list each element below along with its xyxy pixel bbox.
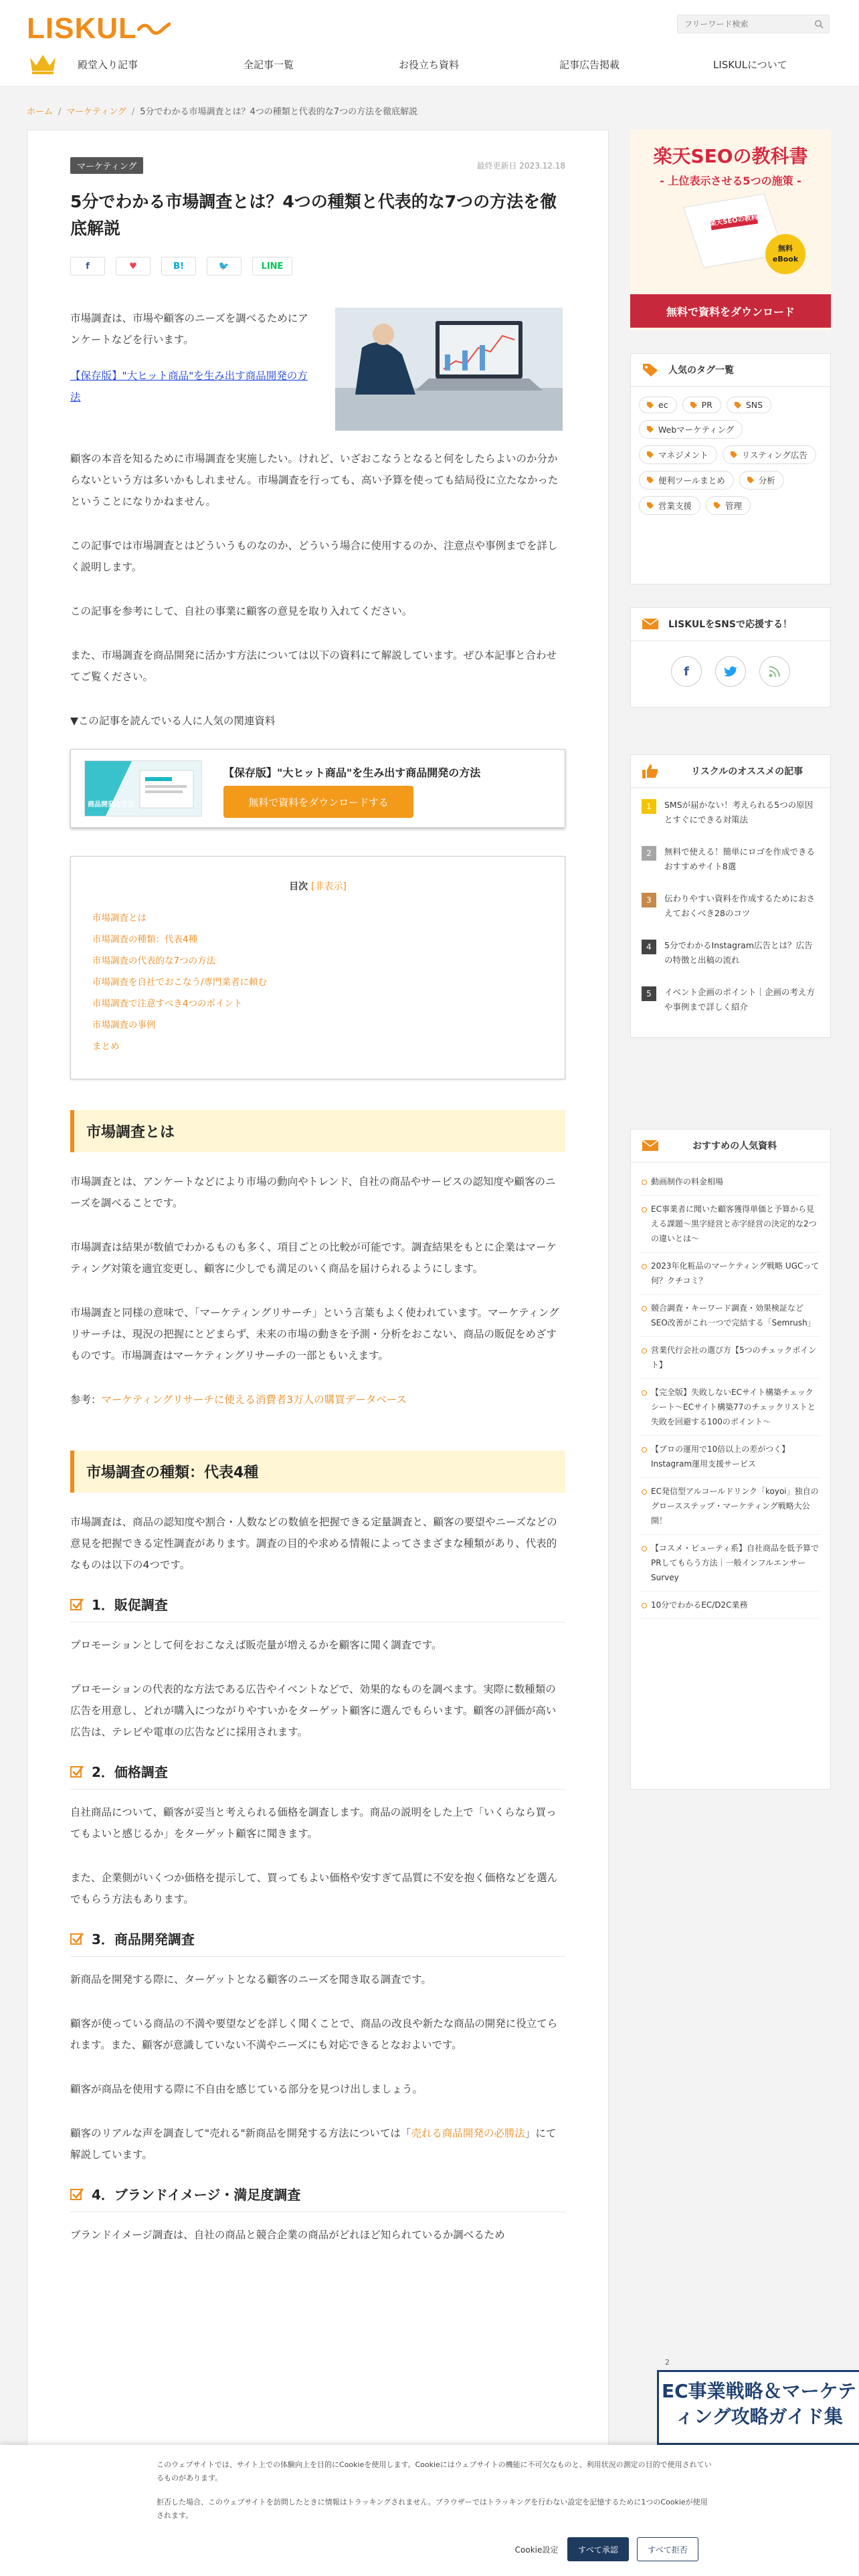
nav-all-articles[interactable]: 全記事一覧	[244, 59, 294, 71]
rank-number: 1	[642, 799, 656, 814]
popular-resources-widget: おすすめの人気資料 動画制作の料金相場 EC事業者に聞いた顧客獲得単価と予算から見える課題〜黒字経営と赤字経営の決定的な2つの違いとは〜 2023年化粧品のマーケティング戦略 UGCって何？クチコミ？ 競合調査・キーワード調査・効果検証などSEO改善がこれ一つで完結する「Semrush」 営業代行会社の選び方【5つのチェックポイント】 【完全版】失敗しないECサイト構築チェックシート〜ECサイト構築77のチェックリストと失敗を回避する100のポイント〜 【プロの運用で10倍以上の差がつく】Instagram運用支援サービス EC発信型アルコールドリンク「koyoi」独自のグロースステップ・マーケティング戦略大公開！ 【コスメ・ビューティ系】自社商品を低予算でPRしてもらう方法｜一般インフルエンサーSurvey 10分でわかるEC/D2C業務	[630, 1129, 831, 1790]
updated-date: 最終更新日 2023.12.18	[476, 161, 565, 171]
tag-icon	[713, 502, 721, 510]
resource-list-item[interactable]: 競合調査・キーワード調査・効果検証などSEO改善がこれ一つで完結する「Semrush」	[642, 1295, 820, 1337]
tag-chip[interactable]: Webマーケティング	[639, 420, 743, 439]
twitter-share-button[interactable]: 🐦	[207, 257, 242, 276]
tag-chip[interactable]: 便利ツールまとめ	[639, 471, 734, 490]
reference-link[interactable]: マーケティングリサーチに使える消費者3万人の購買データベース	[101, 1394, 407, 1406]
tag-chip[interactable]: リスティング広告	[723, 445, 816, 464]
checkbox-icon	[70, 2187, 84, 2201]
tag-chip[interactable]: マネジメント	[639, 445, 717, 464]
ranking-item[interactable]	[631, 929, 830, 976]
ranking-item[interactable]	[631, 976, 830, 1023]
ad-subtitle: - 上位表示させる5つの施策 -	[660, 175, 801, 187]
paragraph: また、市場調査を商品開発に活かす方法については以下の資料にて解説しています。ぜひ本記事と合わせてご覧ください。	[70, 649, 557, 683]
nav-hall-of-fame[interactable]: 殿堂入り記事	[78, 59, 138, 71]
tag-icon	[646, 401, 654, 409]
paragraph: この記事では市場調査とはどういうものなのか、どういう場合に使用するのか、注意点や事例までを詳しく説明します。	[70, 540, 558, 573]
toc-item[interactable]: 市場調査の種類：代表4種	[92, 934, 198, 945]
resource-thumbnail	[84, 760, 202, 817]
site-header	[0, 0, 859, 86]
ranking-item-title: SMSが届かない！考えられる5つの原因とすぐにできる対策法	[664, 800, 814, 825]
floating-ad-text: EC事業戦略＆マーケティング攻略ガイド集	[661, 2380, 857, 2428]
resource-list-item[interactable]: 動画制作の料金相場	[642, 1168, 820, 1196]
tag-icon	[646, 425, 654, 433]
tag-chip[interactable]: SNS	[727, 397, 771, 413]
toc-item[interactable]: 市場調査の事例	[92, 1020, 156, 1031]
tag-icon	[646, 476, 654, 484]
resource-list-item[interactable]: 営業代行会社の選び方【5つのチェックポイント】	[642, 1337, 820, 1379]
rank-number: 3	[642, 893, 656, 907]
ad-download-button[interactable]: 無料で資料をダウンロード	[630, 294, 831, 328]
resource-list-item[interactable]: 【コスメ・ビューティ系】自社商品を低予算でPRしてもらう方法｜一般インフルエンサーSurvey	[642, 1535, 820, 1592]
cookie-settings-button[interactable]: Cookie設定	[514, 2545, 559, 2555]
resource-list-item[interactable]: 【プロの運用で10倍以上の差がつく】Instagram運用支援サービス	[642, 1436, 820, 1478]
paragraph: 顧客の本音を知るために市場調査を実施したい。けれど、いざおこなうとなると何をしたらよいのか分からないという方は多いかもしれません。市場調査を行っても、高い予算を使っても結局役に立たなかったということになりかねません。	[70, 453, 559, 508]
subsection-heading: 2．価格調査	[70, 1761, 565, 1790]
ebook-cover-text: 楽天SEOの教科書	[708, 213, 765, 228]
facebook-follow-icon[interactable]: f	[671, 656, 702, 687]
rank-number: 5	[642, 986, 656, 1001]
tag-icon	[730, 451, 738, 459]
paragraph: 顧客が商品を使用する際に不自由を感じている部分を見つけ出しましょう。	[70, 2083, 423, 2095]
hero-image	[335, 308, 563, 431]
floating-ad-counter: 2	[665, 2358, 670, 2367]
tag-chip[interactable]: 分析	[739, 471, 784, 490]
floating-ad-banner[interactable]	[657, 2370, 859, 2445]
cookie-text: 拒否した場合、このウェブサイトを訪問したときに情報はトラッキングされません。ブラウザーではトラッキングを行わない設定を記憶するために1つのCookieが使用されます。	[157, 2498, 708, 2520]
paragraph: 市場調査とは、アンケートなどにより市場の動向やトレンド、自社の商品やサービスの認知度や顧客のニーズを調べることです。	[70, 1176, 556, 1209]
cookie-reject-button[interactable]: すべて拒否	[637, 2537, 698, 2561]
tag-icon	[646, 451, 654, 459]
thumbs-up-icon	[642, 763, 659, 779]
nav-about[interactable]: LISKULについて	[713, 59, 787, 71]
paragraph: 市場調査と同様の意味で、「マーケティングリサーチ」という言葉もよく使われています。マーケティングリサーチは、現況の把握にとどまらず、未来の市場の動きを予測・分析をおこない、商品の販促をめざすものです。市場調査はマーケティングリサーチの一部ともいえます。	[70, 1307, 559, 1362]
sidebar-ad-banner[interactable]	[630, 130, 831, 330]
subsection-heading: 4．ブランドイメージ・満足度調査	[70, 2184, 565, 2212]
tag-list	[631, 387, 830, 524]
article-container	[27, 130, 609, 2576]
intro-link[interactable]: 【保存版】"大ヒット商品"を生み出す商品開発の方法	[70, 370, 308, 403]
breadcrumb-category[interactable]: マーケティング	[66, 107, 126, 117]
ebook-image	[630, 187, 831, 281]
ranking-item-title: 無料で使える！簡単にロゴを作成できるおすすめサイト8選	[664, 847, 816, 871]
ranking-item[interactable]	[631, 788, 830, 835]
mail-icon	[642, 617, 659, 631]
ranking-item-title: イベント企画のポイント｜企画の考え方や事例まで詳しく紹介	[664, 987, 816, 1012]
subsection-heading: 3．商品開発調査	[70, 1929, 565, 1957]
breadcrumb-current: 5分でわかる市場調査とは？4つの種類と代表的な7つの方法を徹底解説	[140, 107, 418, 117]
paragraph: 顧客が使っている商品の不満や要望などを詳しく聞くことで、商品の改良や新たな商品の開発に役立てられます。また、顧客が意識していない不満やニーズにも対応できるとなおよいです。	[70, 2018, 558, 2051]
pocket-share-button[interactable]: ♥	[116, 257, 151, 276]
tag-icon	[646, 502, 654, 510]
rss-follow-icon[interactable]	[759, 656, 790, 687]
toc-item[interactable]: 市場調査を自社でおこなう/専門業者に頼む	[92, 977, 268, 988]
rank-number: 2	[642, 846, 656, 861]
tag-chip[interactable]: 営業支援	[639, 496, 700, 515]
category-badge[interactable]: マーケティング	[70, 157, 143, 174]
tag-chip[interactable]: PR	[682, 397, 721, 413]
resource-list-item[interactable]: EC発信型アルコールドリンク「koyoi」独自のグロースステップ・マーケティング戦略大公開！	[642, 1478, 820, 1535]
twitter-follow-icon[interactable]	[715, 656, 746, 687]
paragraph: この記事を参考にして、自社の事業に顧客の意見を取り入れてください。	[70, 605, 413, 617]
section-heading: 市場調査の種類：代表4種	[70, 1451, 565, 1493]
hatena-share-button[interactable]: B!	[161, 257, 196, 276]
tag-chip[interactable]: 管理	[706, 496, 751, 515]
tag-icon	[747, 476, 755, 484]
resource-title: 【保存版】"大ヒット商品"を生み出す商品開発の方法	[223, 766, 481, 779]
rank-number: 4	[642, 940, 656, 954]
cookie-consent-banner	[0, 2445, 859, 2576]
intro-paragraph: 市場調査は、市場や顧客のニーズを調べるためにアンケートなどを行います。	[70, 312, 308, 346]
download-button[interactable]: 無料で資料をダウンロードする	[223, 786, 413, 818]
search-icon[interactable]	[814, 19, 824, 29]
paragraph: 市場調査は結果が数値でわかるものも多く、項目ごとの比較が可能です。調査結果をもとに企業はマーケティング対策を適宜変更し、顧客に少しでも満足のいく商品を届けられるようにします。	[70, 1241, 557, 1275]
related-resource-card[interactable]	[70, 749, 565, 828]
ebook-badge: 無料 eBook	[772, 244, 799, 263]
resource-thumbnail-text: 商品開発の方法	[88, 801, 134, 809]
inline-link[interactable]: 売れる商品開発の必勝法	[411, 2127, 525, 2139]
nav-resources[interactable]: お役立ち資料	[399, 59, 460, 71]
logo-swoosh-icon	[137, 19, 171, 39]
related-label: ▼この記事を読んでいる人に人気の関連資料	[70, 715, 276, 727]
resource-list-item[interactable]: 【完全版】失敗しないECサイト構築チェックシート〜ECサイト構築77のチェックリストと失敗を回避する100のポイント〜	[642, 1379, 820, 1436]
toc-title: 目次	[289, 881, 308, 892]
toc-toggle[interactable]: [非表示]	[310, 881, 347, 892]
paragraph: 市場調査は、商品の認知度や割合・人数などの数値を把握できる定量調査と、顧客の要望やニーズなどの意見を把握できる定性調査があります。調査の目的や求める情報によってさまざまな種類があり、代表的なものは以下の4つです。	[70, 1516, 557, 1571]
search-box[interactable]	[677, 15, 830, 33]
breadcrumb-home[interactable]: ホーム	[27, 107, 54, 117]
reference-label: 参考：	[70, 1394, 102, 1406]
checkbox-icon	[70, 1598, 84, 1611]
resource-list-item[interactable]: 10分でわかるEC/D2C業務	[642, 1592, 820, 1619]
table-of-contents	[70, 856, 565, 1079]
tag-chip[interactable]: ec	[639, 397, 677, 413]
resource-list-item[interactable]: EC事業者に聞いた顧客獲得単価と予算から見える課題〜黒字経営と赤字経営の決定的な2つの違いとは〜	[642, 1196, 820, 1253]
paragraph: 新商品を開発する際に、ターゲットとなる顧客のニーズを聞き取る調査です。	[70, 1973, 432, 1985]
section-heading: 市場調査とは	[70, 1110, 565, 1152]
search-input[interactable]	[678, 15, 812, 33]
tag-icon	[734, 401, 742, 409]
paragraph: ブランドイメージ調査は、自社の商品と競合企業の商品がどれほど知られているか調べるため	[70, 2229, 505, 2241]
recommended-articles-widget: リスクルのオススメの記事 1 SMSが届かない！考えられる5つの原因とすぐにできる対策法 2 無料で使える！簡単にロゴを作成できるおすすめサイト8選 3 伝わりやすい資料を作成するためにおさえておくべき28のコツ 4 5分でわかるInstagram広告とは？広告の特徴と出稿の流れ 5 イベント企画のポイント｜企画の考え方や事例まで詳しく紹介	[630, 754, 831, 1038]
toc-item[interactable]: 市場調査とは	[92, 913, 147, 924]
ranking-item-title: 伝わりやすい資料を作成するためにおさえておくべき28のコツ	[664, 893, 816, 918]
nav-advertising[interactable]: 記事広告掲載	[559, 59, 620, 71]
tag-icon	[642, 362, 659, 377]
checkbox-icon	[70, 1765, 84, 1778]
ranking-item[interactable]	[631, 882, 830, 929]
mail-icon	[642, 1139, 659, 1152]
cookie-text: このウェブサイトでは、サイト上での体験向上を目的にCookieを使用します。Cookieにはウェブサイトの機能に不可欠なものと、利用状況の測定の目的で使用されているものがあります。	[157, 2460, 712, 2482]
line-share-button[interactable]: LINE	[252, 257, 292, 276]
ad-title: 楽天SEOの教科書	[653, 145, 808, 167]
subsection-heading: 1．販促調査	[70, 1594, 565, 1622]
site-logo[interactable]: LISKUL	[27, 12, 137, 45]
cookie-accept-button[interactable]: すべて承認	[567, 2537, 629, 2561]
paragraph: プロモーションとして何をおこなえば販売量が増えるかを顧客に聞く調査です。	[70, 1639, 442, 1651]
checkbox-icon	[70, 1932, 84, 1945]
toc-item[interactable]: まとめ	[92, 1041, 120, 1052]
paragraph: 顧客のリアルな声を調査して"売れる"新商品を開発する方法については「売れる商品開発の必勝法」にて解説しています。	[70, 2127, 557, 2161]
ranking-item-title: 5分でわかるInstagram広告とは？広告の特徴と出稿の流れ	[664, 940, 813, 965]
facebook-share-button[interactable]: f	[70, 257, 105, 276]
paragraph: プロモーションの代表的な方法である広告やイベントなどで、効果的なものを調べます。実際に数種類の広告を用意し、どれが購入につながりやすいかをターゲット顧客に選んでもらいます。顧客の評価が高い広告は、テレビや電車の広告などに採用されます。	[70, 1683, 557, 1738]
crown-icon	[28, 52, 58, 75]
share-buttons	[70, 257, 565, 276]
toc-item[interactable]: 市場調査で注意すべき4つのポイント	[92, 998, 243, 1009]
paragraph: 自社商品について、顧客が妥当と考えられる価格を調査します。商品の説明をした上で「いくらなら買ってもよいと感じるか」をターゲット顧客に聞きます。	[70, 1806, 557, 1840]
toc-item[interactable]: 市場調査の代表的な7つの方法	[92, 956, 216, 966]
popular-tags-widget: 人気のタグ一覧 ec PR SNS Webマーケティング マネジメント リスティング広告 便利ツールまとめ 分析 営業支援 管理	[630, 353, 831, 584]
resource-list-item[interactable]: 2023年化粧品のマーケティング戦略 UGCって何？クチコミ？	[642, 1253, 820, 1295]
paragraph: また、企業側がいくつか価格を提示して、買ってもよい価格や安すぎて品質に不安を抱く価格などを選んでもらう方法もあります。	[70, 1872, 558, 1905]
sns-widget: LISKULをSNSで応援する！ f	[630, 607, 831, 708]
ranking-item[interactable]	[631, 835, 830, 882]
tag-icon	[690, 401, 698, 409]
article-title: 5分でわかる市場調査とは？4つの種類と代表的な7つの方法を徹底解説	[70, 192, 557, 238]
breadcrumb: ホーム / マーケティング / 5分でわかる市場調査とは？4つの種類と代表的な7つの方法を徹底解説	[27, 107, 418, 117]
